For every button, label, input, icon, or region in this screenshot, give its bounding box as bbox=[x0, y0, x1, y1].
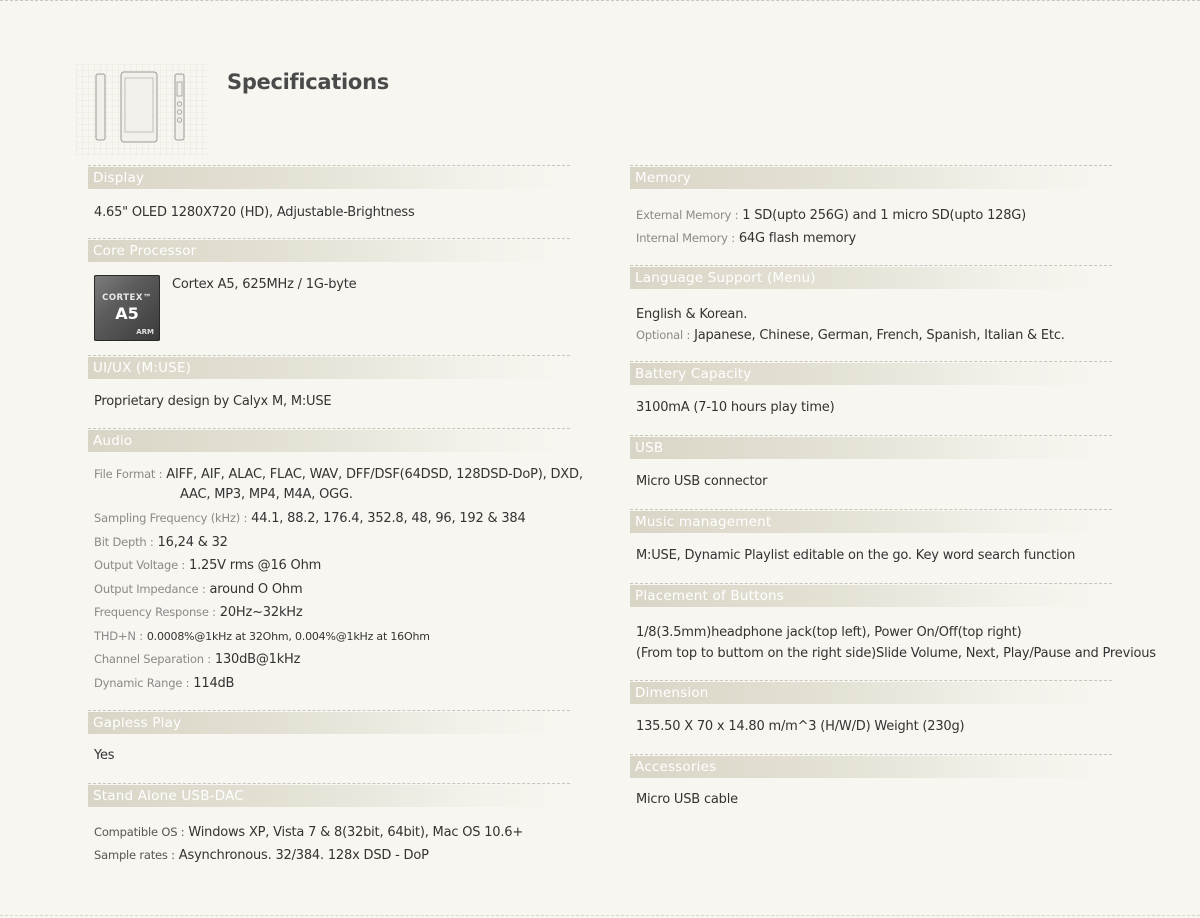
spec-label: Compatible OS : bbox=[94, 825, 185, 839]
spec-value: around O Ohm bbox=[209, 581, 303, 597]
spec-label: Channel Separation : bbox=[94, 652, 211, 666]
section-language-support bbox=[630, 265, 1112, 361]
section-battery bbox=[630, 361, 1112, 435]
section-heading: UI/UX (M:USE) bbox=[88, 357, 570, 379]
spec-value: 44.1, 88.2, 176.4, 352.8, 48, 96, 192 & 384 bbox=[251, 511, 526, 526]
spec-value: 20Hz~32kHz bbox=[219, 605, 303, 620]
spec-label: Frequency Response : bbox=[94, 605, 216, 619]
section-gapless-play bbox=[88, 710, 570, 783]
audio-file-format-row: File Format : AIFF, AIF, ALAC, FLAC, WAV, DFF/DSF(64DSD, 128DSD-DoP), DXD, bbox=[94, 467, 583, 482]
processor-spec: Cortex A5, 625MHz / 1G-byte bbox=[172, 277, 357, 292]
spec-row bbox=[94, 531, 570, 555]
spec-label: Sampling Frequency (kHz) : bbox=[94, 511, 248, 525]
bottom-divider bbox=[0, 915, 1200, 916]
spec-row bbox=[94, 844, 570, 867]
display-spec: 4.65" OLED 1280X720 (HD), Adjustable-Brightness bbox=[94, 205, 415, 220]
section-accessories bbox=[630, 754, 1112, 828]
device-outline-icon bbox=[76, 64, 208, 156]
dimension-spec: 135.50 X 70 x 14.80 m/m^3 (H/W/D) Weight (230g) bbox=[636, 719, 965, 734]
language-spec: English & Korean. bbox=[636, 307, 748, 322]
section-heading: Dimension bbox=[630, 682, 1112, 704]
section-heading: Gapless Play bbox=[88, 712, 570, 734]
spec-row bbox=[94, 625, 570, 649]
section-audio: Audio File Format : AIFF, AIF, ALAC, FLAC, WAV, DFF/DSF(64DSD, 128DSD-DoP), DXD, AAC, MP3, MP4, M4A, OGG. Sampling Frequency (kHz) : 44.1, 88.2, 176.4, 352.8, 48, 96, 192 & 384 Bit Depth : 16,24 & 32 Output Voltage : 1.25V rms @16 Ohm Output Impedance : around O Ohm Frequency Response : 20Hz~32kHz THD+N : 0.0008%@1kHz at 32Ohm, 0.004%@1kHz at 16Ohm Channel Separation : 130dB@1kHz Dynamic Range : 114dB bbox=[88, 428, 570, 710]
spec-label: Internal Memory : bbox=[636, 231, 735, 245]
spec-row bbox=[94, 648, 570, 672]
spec-row bbox=[94, 672, 570, 696]
language-optional-row: Optional : Japanese, Chinese, German, French, Spanish, Italian & Etc. bbox=[636, 328, 1065, 343]
section-heading: Display bbox=[88, 167, 570, 189]
spec-row bbox=[94, 554, 570, 578]
spec-row bbox=[94, 821, 570, 844]
spec-row bbox=[636, 204, 1112, 227]
section-heading: Placement of Buttons bbox=[630, 585, 1112, 607]
spec-value: Windows XP, Vista 7 & 8(32bit, 64bit), Mac OS 10.6+ bbox=[188, 825, 524, 840]
spec-value: 16,24 & 32 bbox=[157, 534, 228, 550]
uiux-spec: Proprietary design by Calyx M, M:USE bbox=[94, 394, 332, 409]
top-divider bbox=[0, 0, 1200, 1]
spec-row bbox=[94, 601, 570, 625]
section-display bbox=[88, 165, 570, 238]
spec-value: 1 SD(upto 256G) and 1 micro SD(upto 128G) bbox=[742, 208, 1027, 223]
section-uiux bbox=[88, 355, 570, 428]
usb-spec: Micro USB connector bbox=[636, 474, 768, 489]
section-usb bbox=[630, 435, 1112, 509]
spec-value: Asynchronous. 32/384. 128x DSD - DoP bbox=[178, 848, 429, 863]
spec-row bbox=[636, 227, 1112, 250]
spec-value: 1.25V rms @16 Ohm bbox=[189, 558, 322, 573]
accessories-spec: Micro USB cable bbox=[636, 792, 738, 807]
section-memory bbox=[630, 165, 1112, 265]
buttons-spec-line1: 1/8(3.5mm)headphone jack(top left), Power On/Off(top right) bbox=[636, 625, 1022, 640]
section-heading: Audio bbox=[88, 430, 570, 452]
spec-row bbox=[94, 507, 570, 531]
section-heading: USB bbox=[630, 437, 1112, 459]
section-dimension bbox=[630, 680, 1112, 754]
battery-spec: 3100mA (7-10 hours play time) bbox=[636, 400, 835, 415]
section-placement-of-buttons bbox=[630, 583, 1156, 680]
spec-label: External Memory : bbox=[636, 208, 739, 222]
spec-value: 130dB@1kHz bbox=[214, 652, 301, 667]
spec-label: Dynamic Range : bbox=[94, 675, 190, 690]
spec-label: Output Voltage : bbox=[94, 558, 186, 572]
gapless-spec: Yes bbox=[94, 748, 115, 763]
section-heading: Music management bbox=[630, 511, 1112, 533]
section-heading: Core Processor bbox=[88, 240, 570, 262]
spec-value: 64G flash memory bbox=[738, 231, 856, 246]
specs-left-column bbox=[88, 165, 583, 883]
cortex-a5-logo: CORTEX™ A5 ARM bbox=[94, 275, 160, 341]
section-heading: Stand Alone USB-DAC bbox=[88, 785, 570, 807]
section-music-management bbox=[630, 509, 1112, 583]
music-spec: M:USE, Dynamic Playlist editable on the go. Key word search function bbox=[636, 548, 1076, 563]
spec-value: 114dB bbox=[193, 675, 235, 691]
spec-label: Output Impedance : bbox=[94, 581, 206, 596]
spec-label: THD+N : bbox=[94, 628, 143, 643]
spec-value: 0.0008%@1kHz at 32Ohm, 0.004%@1kHz at 16Ohm bbox=[146, 629, 430, 643]
section-heading: Accessories bbox=[630, 756, 1112, 778]
section-core-processor bbox=[88, 238, 570, 355]
section-usb-dac bbox=[88, 783, 570, 883]
spec-label: Bit Depth : bbox=[94, 534, 154, 549]
page-title: Specifications bbox=[227, 70, 389, 94]
specs-right-column bbox=[630, 165, 1156, 828]
spec-label: Sample rates : bbox=[94, 848, 175, 862]
section-heading: Memory bbox=[630, 167, 1112, 189]
spec-row bbox=[94, 578, 570, 602]
buttons-spec-line2: (From top to buttom on the right side)Slide Volume, Next, Play/Pause and Previous bbox=[636, 646, 1156, 661]
section-heading: Battery Capacity bbox=[630, 363, 1112, 385]
section-heading: Language Support (Menu) bbox=[630, 267, 1112, 289]
